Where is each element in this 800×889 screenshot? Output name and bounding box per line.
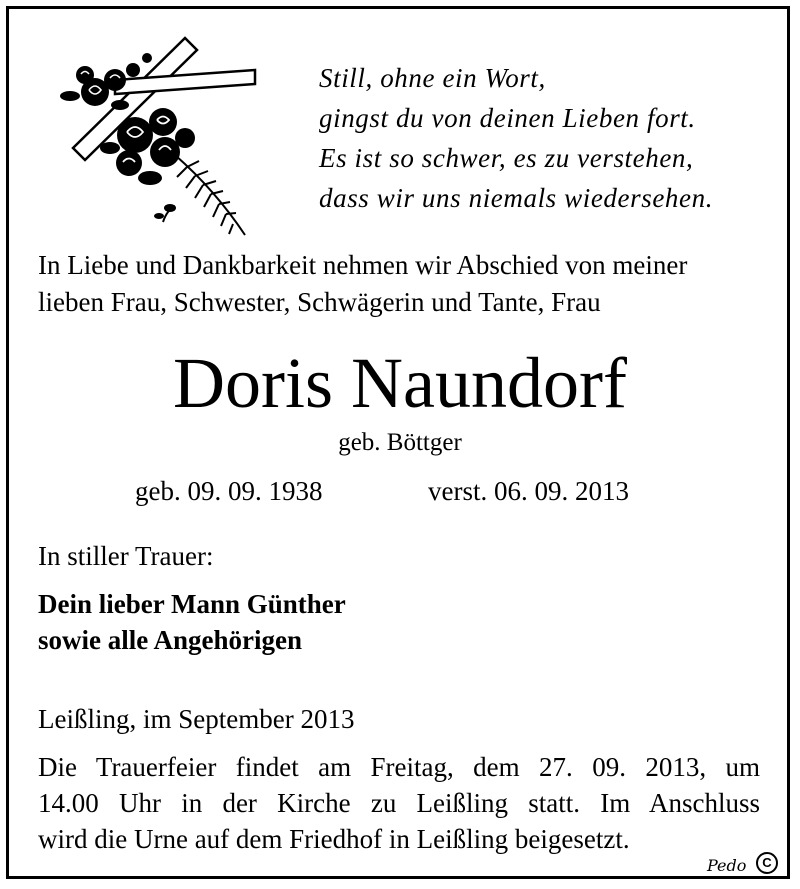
- ceremony-info: [38, 749, 760, 857]
- mourners-list: [38, 586, 346, 658]
- intro-text: [38, 247, 687, 321]
- poem-line: gingst du von deinen Lieben fort.: [319, 103, 696, 133]
- death-date: verst. 06. 09. 2013: [428, 476, 629, 506]
- ceremony-line: wird die Urne auf dem Friedhof in Leißling beigesetzt.: [38, 824, 630, 854]
- mourner-line: Dein lieber Mann Günther: [38, 589, 346, 619]
- deceased-name: Doris Naundorf: [173, 343, 627, 423]
- mourners-heading: In stiller Trauer:: [38, 541, 214, 571]
- birth-date: geb. 09. 09. 1938: [135, 476, 323, 506]
- poem-line: Es ist so schwer, es zu verstehen,: [319, 143, 694, 173]
- poem-line: dass wir uns niemals wiedersehen.: [319, 183, 714, 213]
- maiden-name: geb. Böttger: [338, 429, 462, 456]
- place-and-date: Leißling, im September 2013: [38, 704, 355, 734]
- mourner-line: sowie alle Angehörigen: [38, 625, 302, 655]
- poem-verse: [319, 58, 713, 218]
- cross-with-roses-icon: [55, 30, 265, 240]
- ceremony-line: Die Trauerfeier findet am Freitag, dem 27. 09. 2013, um: [38, 752, 760, 782]
- intro-line: lieben Frau, Schwester, Schwägerin und Tante, Frau: [38, 287, 601, 317]
- poem-line: Still, ohne ein Wort,: [319, 63, 546, 93]
- intro-line: In Liebe und Dankbarkeit nehmen wir Abschied von meiner: [38, 250, 688, 280]
- ceremony-line: 14.00 Uhr in der Kirche zu Leißling statt. Im Anschluss: [38, 788, 760, 818]
- artist-signature: Pedo: [707, 856, 747, 875]
- copyright-icon: C: [756, 852, 778, 874]
